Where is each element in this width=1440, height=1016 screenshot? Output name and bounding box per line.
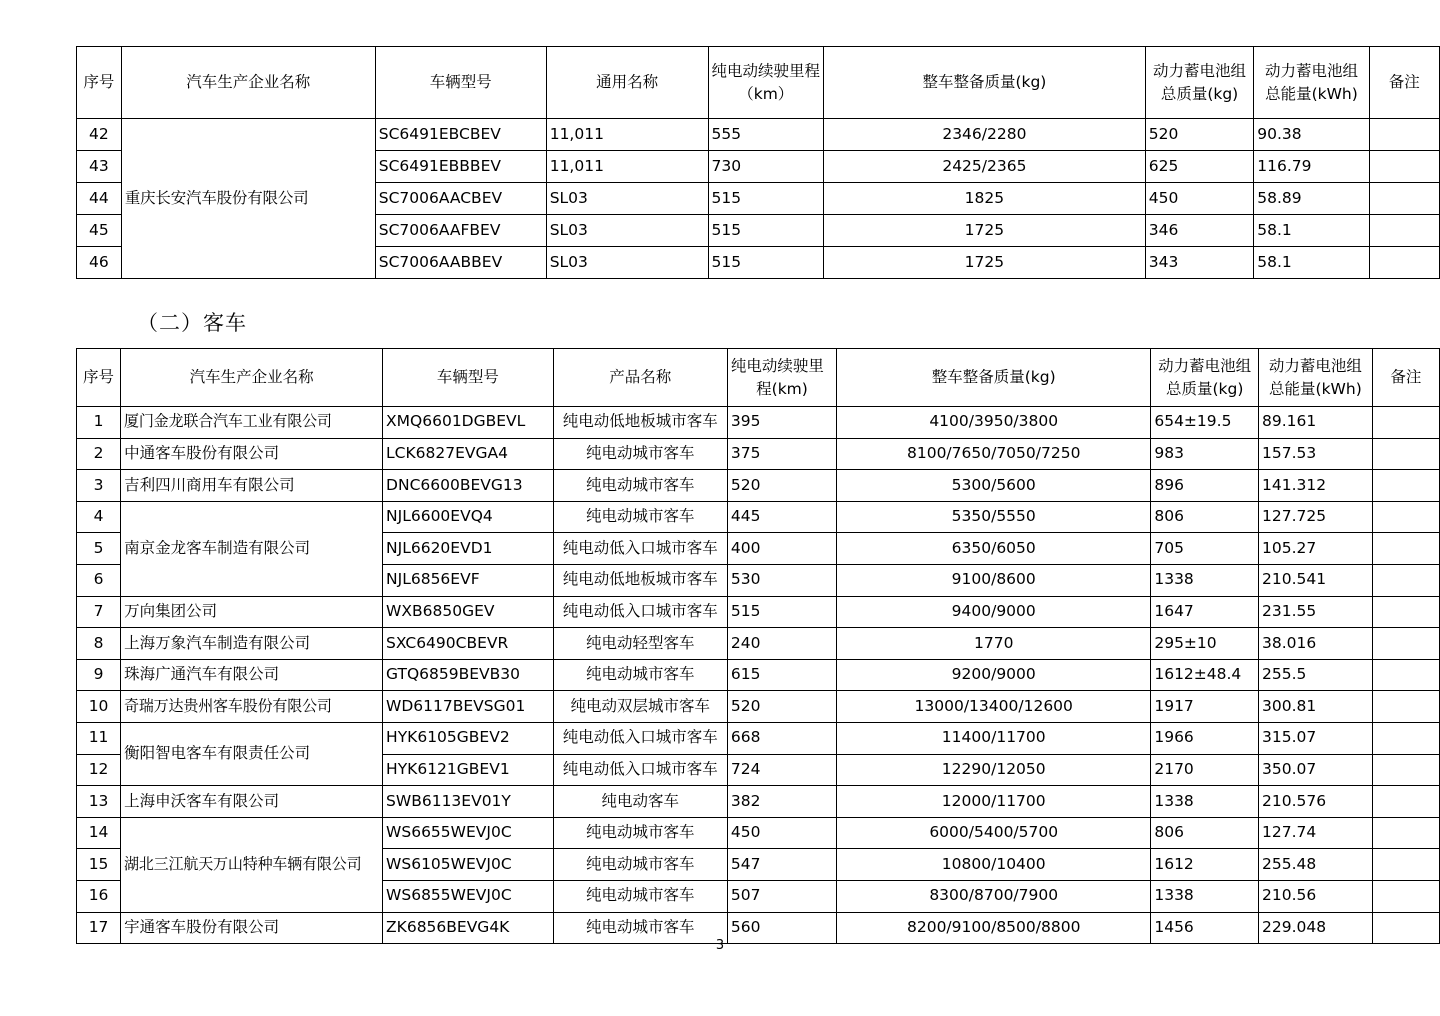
cell-vehicle-model: ZK6856BEVG4K bbox=[383, 912, 554, 944]
cell-vehicle-model: LCK6827EVGA4 bbox=[383, 438, 554, 470]
cell-index: 2 bbox=[77, 438, 121, 470]
cell-battery-mass: 1338 bbox=[1151, 786, 1259, 818]
page-number: 3 bbox=[715, 938, 725, 953]
cell-product-name: 纯电动低地板城市客车 bbox=[553, 564, 727, 596]
cell-curb-mass: 8300/8700/7900 bbox=[837, 880, 1151, 912]
col-header-battery-mass-line2: 总质量(kg) bbox=[1160, 84, 1239, 103]
cell-index: 9 bbox=[77, 659, 121, 691]
col-header-remarks: 备注 bbox=[1372, 349, 1439, 407]
cell-index: 45 bbox=[77, 215, 122, 247]
col-header-battery-mass bbox=[1145, 47, 1254, 119]
cell-remarks bbox=[1372, 533, 1439, 565]
cell-battery-energy: 58.1 bbox=[1254, 215, 1369, 247]
col-header-remarks: 备注 bbox=[1369, 47, 1439, 119]
cell-curb-mass: 9400/9000 bbox=[837, 596, 1151, 628]
col-header-battery-energy bbox=[1259, 349, 1373, 407]
cell-battery-mass: 1338 bbox=[1151, 564, 1259, 596]
cell-curb-mass: 1725 bbox=[824, 215, 1146, 247]
cell-remarks bbox=[1372, 691, 1439, 723]
cell-product-name: 纯电动城市客车 bbox=[553, 817, 727, 849]
cell-range: 515 bbox=[708, 215, 824, 247]
cell-vehicle-model: SWB6113EV01Y bbox=[383, 786, 554, 818]
cell-vehicle-model: NJL6600EVQ4 bbox=[383, 501, 554, 533]
cell-battery-energy: 90.38 bbox=[1254, 119, 1369, 151]
col-header-range-line1: 纯电动续驶里 bbox=[730, 357, 824, 376]
col-header-battery-mass-line2: 总质量(kg) bbox=[1165, 379, 1244, 398]
table-row bbox=[77, 501, 1440, 533]
cell-index: 6 bbox=[77, 564, 121, 596]
cell-curb-mass: 2346/2280 bbox=[824, 119, 1146, 151]
cell-remarks bbox=[1369, 119, 1439, 151]
cell-remarks bbox=[1369, 183, 1439, 215]
cell-range: 547 bbox=[727, 849, 836, 881]
cell-index: 43 bbox=[77, 151, 122, 183]
cell-remarks bbox=[1372, 628, 1439, 660]
cell-remarks bbox=[1372, 849, 1439, 881]
vehicle-catalog-table-trucks bbox=[76, 46, 1440, 279]
cell-remarks bbox=[1369, 215, 1439, 247]
cell-index: 42 bbox=[77, 119, 122, 151]
col-header-vehicle-model: 车辆型号 bbox=[383, 349, 554, 407]
cell-range: 400 bbox=[727, 533, 836, 565]
cell-battery-mass: 1612±48.4 bbox=[1151, 659, 1259, 691]
cell-battery-energy: 127.74 bbox=[1259, 817, 1373, 849]
cell-battery-mass: 1647 bbox=[1151, 596, 1259, 628]
cell-range: 382 bbox=[727, 786, 836, 818]
cell-vehicle-model: SC7006AABBEV bbox=[375, 247, 546, 279]
cell-remarks bbox=[1372, 596, 1439, 628]
manufacturer-text: 厦门金龙联合汽车工业有限公司 bbox=[124, 412, 332, 431]
cell-range: 515 bbox=[708, 183, 824, 215]
cell-curb-mass: 5350/5550 bbox=[837, 501, 1151, 533]
cell-manufacturer bbox=[121, 817, 383, 912]
cell-vehicle-model: WS6855WEVJ0C bbox=[383, 880, 554, 912]
cell-manufacturer: 宇通客车股份有限公司 bbox=[121, 912, 383, 944]
cell-product-name: 纯电动低入口城市客车 bbox=[553, 722, 727, 754]
cell-product-name: 纯电动城市客车 bbox=[553, 659, 727, 691]
cell-battery-mass: 520 bbox=[1145, 119, 1254, 151]
cell-curb-mass: 9100/8600 bbox=[837, 564, 1151, 596]
section-title-bus: （二）客车 bbox=[137, 311, 247, 335]
col-header-curb-mass: 整车整备质量(kg) bbox=[837, 349, 1151, 407]
cell-battery-mass: 806 bbox=[1151, 817, 1259, 849]
cell-curb-mass: 6350/6050 bbox=[837, 533, 1151, 565]
cell-vehicle-model: WXB6850GEV bbox=[383, 596, 554, 628]
cell-product-name: 纯电动低入口城市客车 bbox=[553, 533, 727, 565]
table-row bbox=[77, 438, 1440, 470]
table-row bbox=[77, 691, 1440, 723]
cell-vehicle-model: WS6105WEVJ0C bbox=[383, 849, 554, 881]
table-header-row bbox=[77, 47, 1440, 119]
cell-range: 515 bbox=[708, 247, 824, 279]
cell-battery-mass: 1338 bbox=[1151, 880, 1259, 912]
cell-remarks bbox=[1372, 786, 1439, 818]
cell-range: 530 bbox=[727, 564, 836, 596]
col-header-battery-energy bbox=[1254, 47, 1369, 119]
cell-manufacturer: 万向集团公司 bbox=[121, 596, 383, 628]
cell-range: 520 bbox=[727, 691, 836, 723]
cell-curb-mass: 13000/13400/12600 bbox=[837, 691, 1151, 723]
cell-battery-energy: 210.576 bbox=[1259, 786, 1373, 818]
cell-battery-mass: 705 bbox=[1151, 533, 1259, 565]
cell-battery-energy: 116.79 bbox=[1254, 151, 1369, 183]
cell-curb-mass: 1825 bbox=[824, 183, 1146, 215]
cell-manufacturer: 中通客车股份有限公司 bbox=[121, 438, 383, 470]
cell-vehicle-model: NJL6856EVF bbox=[383, 564, 554, 596]
col-header-range-line2: 程(km) bbox=[756, 379, 808, 398]
cell-common-name: 11,011 bbox=[546, 119, 708, 151]
cell-battery-energy: 105.27 bbox=[1259, 533, 1373, 565]
cell-vehicle-model: SC7006AACBEV bbox=[375, 183, 546, 215]
cell-vehicle-model: DNC6600BEVG13 bbox=[383, 470, 554, 502]
cell-index: 7 bbox=[77, 596, 121, 628]
cell-range: 450 bbox=[727, 817, 836, 849]
table-row bbox=[77, 817, 1440, 849]
cell-battery-energy: 141.312 bbox=[1259, 470, 1373, 502]
cell-product-name: 纯电动客车 bbox=[553, 786, 727, 818]
col-header-range-line2: （km） bbox=[738, 84, 794, 103]
cell-curb-mass: 5300/5600 bbox=[837, 470, 1151, 502]
cell-vehicle-model: SC6491EBCBEV bbox=[375, 119, 546, 151]
cell-battery-energy: 315.07 bbox=[1259, 722, 1373, 754]
cell-index: 16 bbox=[77, 880, 121, 912]
cell-product-name: 纯电动城市客车 bbox=[553, 912, 727, 944]
cell-curb-mass: 8200/9100/8500/8800 bbox=[837, 912, 1151, 944]
cell-range: 668 bbox=[727, 722, 836, 754]
cell-remarks bbox=[1372, 407, 1439, 439]
col-header-range bbox=[727, 349, 836, 407]
cell-battery-mass: 295±10 bbox=[1151, 628, 1259, 660]
cell-common-name: 11,011 bbox=[546, 151, 708, 183]
cell-product-name: 纯电动双层城市客车 bbox=[553, 691, 727, 723]
cell-battery-mass: 983 bbox=[1151, 438, 1259, 470]
cell-battery-mass: 654±19.5 bbox=[1151, 407, 1259, 439]
cell-curb-mass: 12000/11700 bbox=[837, 786, 1151, 818]
cell-index: 12 bbox=[77, 754, 121, 786]
col-header-battery-mass-line1: 动力蓄电池组 bbox=[1153, 62, 1247, 81]
col-header-manufacturer: 汽车生产企业名称 bbox=[121, 349, 383, 407]
cell-battery-energy: 255.48 bbox=[1259, 849, 1373, 881]
cell-battery-mass: 806 bbox=[1151, 501, 1259, 533]
cell-index: 10 bbox=[77, 691, 121, 723]
cell-remarks bbox=[1372, 817, 1439, 849]
cell-remarks bbox=[1369, 247, 1439, 279]
cell-vehicle-model: GTQ6859BEVB30 bbox=[383, 659, 554, 691]
cell-range: 515 bbox=[727, 596, 836, 628]
table-row bbox=[77, 722, 1440, 754]
table-row bbox=[77, 786, 1440, 818]
cell-product-name: 纯电动城市客车 bbox=[553, 849, 727, 881]
cell-battery-energy: 229.048 bbox=[1259, 912, 1373, 944]
cell-common-name: SL03 bbox=[546, 183, 708, 215]
table-header-row bbox=[77, 349, 1440, 407]
cell-curb-mass: 1725 bbox=[824, 247, 1146, 279]
cell-index: 17 bbox=[77, 912, 121, 944]
cell-product-name: 纯电动城市客车 bbox=[553, 470, 727, 502]
cell-vehicle-model: SC7006AAFBEV bbox=[375, 215, 546, 247]
cell-range: 615 bbox=[727, 659, 836, 691]
cell-vehicle-model: WD6117BEVSG01 bbox=[383, 691, 554, 723]
cell-range: 445 bbox=[727, 501, 836, 533]
cell-battery-mass: 1917 bbox=[1151, 691, 1259, 723]
cell-product-name: 纯电动低入口城市客车 bbox=[553, 754, 727, 786]
vehicle-catalog-table-buses bbox=[76, 348, 1440, 944]
col-header-battery-mass-line1: 动力蓄电池组 bbox=[1158, 357, 1252, 376]
cell-vehicle-model: HYK6105GBEV2 bbox=[383, 722, 554, 754]
cell-range: 730 bbox=[708, 151, 824, 183]
cell-vehicle-model: HYK6121GBEV1 bbox=[383, 754, 554, 786]
cell-battery-mass: 896 bbox=[1151, 470, 1259, 502]
cell-remarks bbox=[1372, 754, 1439, 786]
table-row bbox=[77, 659, 1440, 691]
cell-range: 375 bbox=[727, 438, 836, 470]
cell-vehicle-model: NJL6620EVD1 bbox=[383, 533, 554, 565]
cell-manufacturer: 上海申沃客车有限公司 bbox=[121, 786, 383, 818]
col-header-manufacturer: 汽车生产企业名称 bbox=[121, 47, 375, 119]
cell-vehicle-model: SC6491EBBBEV bbox=[375, 151, 546, 183]
col-header-battery-energy-line1: 动力蓄电池组 bbox=[1264, 62, 1358, 81]
cell-curb-mass: 1770 bbox=[837, 628, 1151, 660]
manufacturer-text: 奇瑞万达贵州客车股份有限公司 bbox=[124, 696, 332, 715]
cell-manufacturer bbox=[121, 407, 383, 439]
cell-index: 3 bbox=[77, 470, 121, 502]
cell-battery-energy: 58.89 bbox=[1254, 183, 1369, 215]
col-header-battery-energy-line2: 总能量(kWh) bbox=[1265, 84, 1358, 103]
cell-curb-mass: 10800/10400 bbox=[837, 849, 1151, 881]
cell-manufacturer: 重庆长安汽车股份有限公司 bbox=[121, 119, 375, 279]
cell-range: 240 bbox=[727, 628, 836, 660]
cell-index: 46 bbox=[77, 247, 122, 279]
cell-index: 4 bbox=[77, 501, 121, 533]
col-header-range bbox=[708, 47, 824, 119]
cell-index: 13 bbox=[77, 786, 121, 818]
cell-manufacturer: 吉利四川商用车有限公司 bbox=[121, 470, 383, 502]
cell-range: 395 bbox=[727, 407, 836, 439]
table-row bbox=[77, 628, 1440, 660]
cell-vehicle-model: XMQ6601DGBEVL bbox=[383, 407, 554, 439]
col-header-battery-energy-line1: 动力蓄电池组 bbox=[1268, 357, 1362, 376]
cell-product-name: 纯电动城市客车 bbox=[553, 501, 727, 533]
cell-index: 1 bbox=[77, 407, 121, 439]
col-header-vehicle-model: 车辆型号 bbox=[375, 47, 546, 119]
cell-remarks bbox=[1372, 438, 1439, 470]
cell-index: 8 bbox=[77, 628, 121, 660]
table-row bbox=[77, 470, 1440, 502]
cell-index: 44 bbox=[77, 183, 122, 215]
col-header-range-line1: 纯电动续驶里程 bbox=[711, 62, 821, 81]
cell-curb-mass: 9200/9000 bbox=[837, 659, 1151, 691]
cell-product-name: 纯电动低地板城市客车 bbox=[553, 407, 727, 439]
cell-remarks bbox=[1372, 659, 1439, 691]
cell-curb-mass: 2425/2365 bbox=[824, 151, 1146, 183]
col-header-battery-energy-line2: 总能量(kWh) bbox=[1269, 379, 1362, 398]
cell-remarks bbox=[1372, 880, 1439, 912]
cell-curb-mass: 11400/11700 bbox=[837, 722, 1151, 754]
cell-battery-energy: 58.1 bbox=[1254, 247, 1369, 279]
cell-remarks bbox=[1372, 722, 1439, 754]
cell-manufacturer: 珠海广通汽车有限公司 bbox=[121, 659, 383, 691]
cell-vehicle-model: SXC6490CBEVR bbox=[383, 628, 554, 660]
cell-index: 11 bbox=[77, 722, 121, 754]
cell-manufacturer: 南京金龙客车制造有限公司 bbox=[121, 501, 383, 596]
table-row bbox=[77, 596, 1440, 628]
cell-remarks bbox=[1372, 564, 1439, 596]
cell-curb-mass: 6000/5400/5700 bbox=[837, 817, 1151, 849]
cell-range: 520 bbox=[727, 470, 836, 502]
cell-product-name: 纯电动城市客车 bbox=[553, 438, 727, 470]
cell-battery-energy: 231.55 bbox=[1259, 596, 1373, 628]
cell-battery-mass: 346 bbox=[1145, 215, 1254, 247]
col-header-index: 序号 bbox=[77, 349, 121, 407]
cell-product-name: 纯电动轻型客车 bbox=[553, 628, 727, 660]
cell-remarks bbox=[1372, 470, 1439, 502]
cell-common-name: SL03 bbox=[546, 215, 708, 247]
cell-remarks bbox=[1369, 151, 1439, 183]
cell-product-name: 纯电动低入口城市客车 bbox=[553, 596, 727, 628]
cell-curb-mass: 4100/3950/3800 bbox=[837, 407, 1151, 439]
cell-battery-energy: 350.07 bbox=[1259, 754, 1373, 786]
cell-manufacturer: 上海万象汽车制造有限公司 bbox=[121, 628, 383, 660]
cell-battery-mass: 2170 bbox=[1151, 754, 1259, 786]
cell-battery-energy: 127.725 bbox=[1259, 501, 1373, 533]
col-header-battery-mass bbox=[1151, 349, 1259, 407]
cell-battery-energy: 210.541 bbox=[1259, 564, 1373, 596]
cell-battery-mass: 1966 bbox=[1151, 722, 1259, 754]
cell-battery-mass: 450 bbox=[1145, 183, 1254, 215]
col-header-common-name: 通用名称 bbox=[546, 47, 708, 119]
cell-curb-mass: 12290/12050 bbox=[837, 754, 1151, 786]
manufacturer-text: 湖北三江航天万山特种车辆有限公司 bbox=[124, 854, 362, 873]
cell-range: 560 bbox=[727, 912, 836, 944]
cell-battery-mass: 343 bbox=[1145, 247, 1254, 279]
cell-product-name: 纯电动城市客车 bbox=[553, 880, 727, 912]
cell-battery-energy: 157.53 bbox=[1259, 438, 1373, 470]
cell-manufacturer: 衡阳智电客车有限责任公司 bbox=[121, 722, 383, 785]
table-row bbox=[77, 119, 1440, 151]
cell-common-name: SL03 bbox=[546, 247, 708, 279]
cell-index: 15 bbox=[77, 849, 121, 881]
cell-battery-energy: 210.56 bbox=[1259, 880, 1373, 912]
cell-battery-energy: 300.81 bbox=[1259, 691, 1373, 723]
cell-remarks bbox=[1372, 501, 1439, 533]
cell-battery-energy: 255.5 bbox=[1259, 659, 1373, 691]
cell-range: 724 bbox=[727, 754, 836, 786]
cell-curb-mass: 8100/7650/7050/7250 bbox=[837, 438, 1151, 470]
cell-battery-energy: 89.161 bbox=[1259, 407, 1373, 439]
cell-range: 507 bbox=[727, 880, 836, 912]
col-header-product-name: 产品名称 bbox=[553, 349, 727, 407]
table-row bbox=[77, 407, 1440, 439]
cell-range: 555 bbox=[708, 119, 824, 151]
col-header-index: 序号 bbox=[77, 47, 122, 119]
col-header-curb-mass: 整车整备质量(kg) bbox=[824, 47, 1146, 119]
cell-manufacturer bbox=[121, 691, 383, 723]
cell-vehicle-model: WS6655WEVJ0C bbox=[383, 817, 554, 849]
cell-battery-energy: 38.016 bbox=[1259, 628, 1373, 660]
cell-battery-mass: 1456 bbox=[1151, 912, 1259, 944]
cell-index: 5 bbox=[77, 533, 121, 565]
cell-index: 14 bbox=[77, 817, 121, 849]
cell-battery-mass: 625 bbox=[1145, 151, 1254, 183]
cell-battery-mass: 1612 bbox=[1151, 849, 1259, 881]
